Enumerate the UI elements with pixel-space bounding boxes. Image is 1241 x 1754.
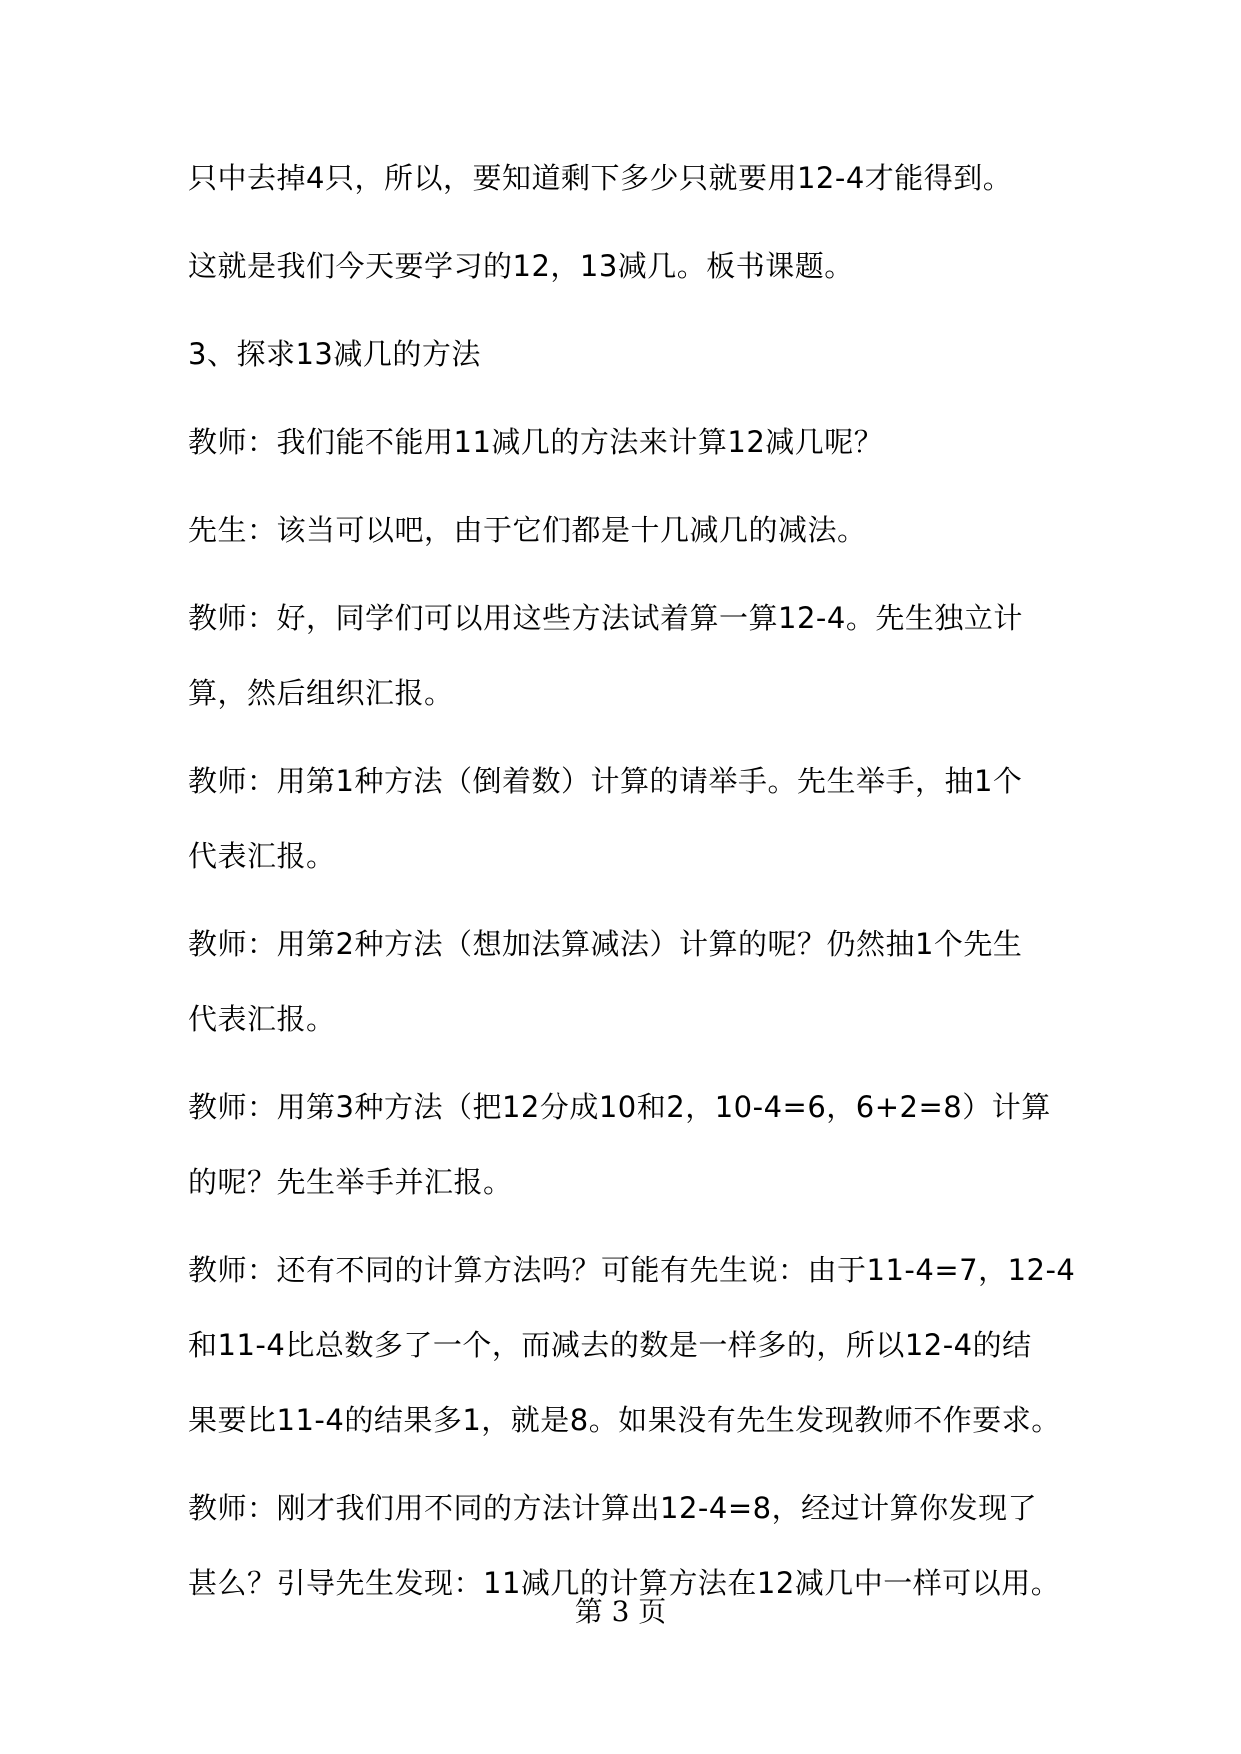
text-line: 教师：好，同学们可以用这些方法试着算一算12-4。先生独立计 bbox=[188, 601, 1023, 635]
text-line: 代表汇报。 bbox=[188, 839, 336, 873]
text-line: 这就是我们今天要学习的12，13减几。板书课题。 bbox=[188, 249, 854, 283]
page-number: 第 3 页 bbox=[574, 1595, 667, 1628]
document-body bbox=[188, 158, 1076, 1603]
text-line: 教师：刚才我们用不同的方法计算出12-4=8，经过计算你发现了 bbox=[188, 1491, 1038, 1525]
text-line: 教师：用第2种方法（想加法算减法）计算的呢？仍然抽1个先生 bbox=[188, 927, 1023, 961]
text-line: 教师：还有不同的计算方法吗？可能有先生说：由于11-4=7，12-4 bbox=[188, 1253, 1076, 1287]
text-line: 教师：用第1种方法（倒着数）计算的请举手。先生举手，抽1个 bbox=[188, 764, 1023, 798]
text-line: 只中去掉4只，所以，要知道剩下多少只就要用12-4才能得到。 bbox=[188, 161, 1013, 195]
section-heading: 3、探求13减几的方法 bbox=[188, 337, 481, 371]
text-line: 教师：用第3种方法（把12分成10和2，10-4=6，6+2=8）计算 bbox=[188, 1090, 1051, 1124]
text-line: 代表汇报。 bbox=[188, 1002, 336, 1036]
text-line: 甚么？引导先生发现：11减几的计算方法在12减几中一样可以用。 bbox=[188, 1566, 1061, 1600]
text-line: 和11-4比总数多了一个，而减去的数是一样多的，所以12-4的结 bbox=[188, 1328, 1032, 1362]
text-line: 教师：我们能不能用11减几的方法来计算12减几呢？ bbox=[188, 425, 884, 459]
text-line: 先生：该当可以吧，由于它们都是十几减几的减法。 bbox=[188, 513, 867, 547]
text-line: 算，然后组织汇报。 bbox=[188, 676, 454, 710]
text-line: 果要比11-4的结果多1，就是8。如果没有先生发现教师不作要求。 bbox=[188, 1403, 1061, 1437]
text-line: 的呢？先生举手并汇报。 bbox=[188, 1165, 513, 1199]
